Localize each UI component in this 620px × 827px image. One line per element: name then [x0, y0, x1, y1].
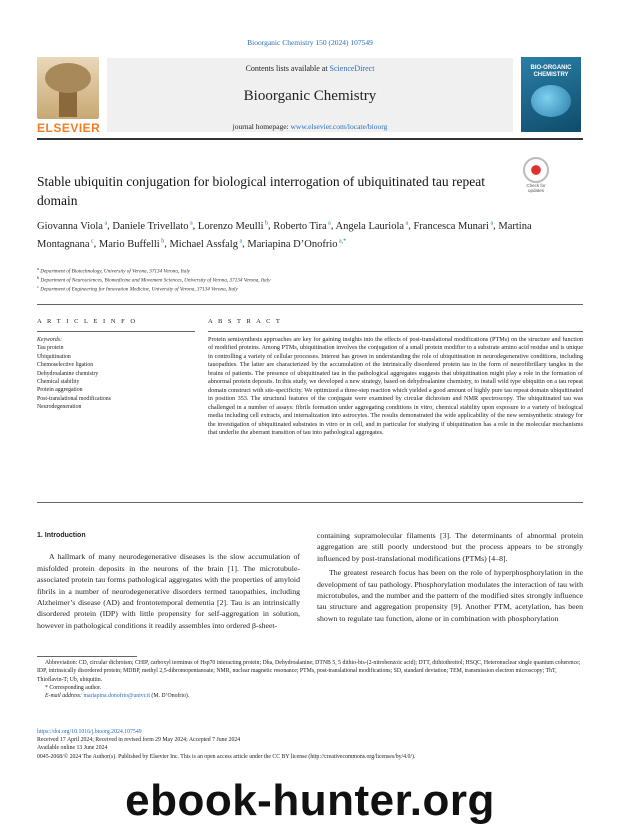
abstract-end-rule: [37, 502, 583, 503]
available-online: Available online 13 June 2024: [37, 745, 108, 752]
author-affiliation-mark: a: [188, 220, 193, 226]
author-name[interactable]: Angela Lauriola $^a$: [335, 220, 409, 232]
body-left-column: [37, 530, 300, 631]
body-right-column: [317, 530, 583, 624]
author-affiliation-mark: c: [89, 238, 94, 244]
homepage-link[interactable]: www.elsevier.com/locate/bioorg: [290, 122, 388, 131]
journal-name: Bioorganic Chemistry: [243, 88, 377, 104]
author-name[interactable]: Martina Montagnana $^c$: [37, 220, 532, 250]
author-name[interactable]: Roberto Tira $^a$: [273, 220, 331, 232]
keyword-item: Tau protein: [37, 345, 64, 352]
check-updates-label: Check for updates: [526, 183, 546, 193]
author-name[interactable]: Giovanna Viola $^a$: [37, 220, 108, 232]
author-name[interactable]: Daniele Trivellato $^a$: [112, 220, 193, 232]
keywords-label: Keywords:: [37, 337, 62, 343]
author-affiliation-mark: a: [404, 220, 409, 226]
cover-art: [531, 85, 571, 117]
author-name[interactable]: Mario Buffelli $^b$: [98, 238, 165, 250]
keyword-item: Protein aggregation: [37, 387, 83, 394]
contents-line: [107, 64, 513, 73]
received-dates: Received 17 April 2024; Received in revised form 29 May 2024; Accepted 7 June 2024: [37, 737, 241, 744]
check-for-updates-badge[interactable]: [521, 157, 551, 193]
footnote-rule: [37, 656, 137, 657]
elsevier-logo: [37, 57, 99, 133]
article-info-heading: A R T I C L E I N F O: [37, 318, 138, 325]
corresponding-note: * Corresponding author.: [45, 684, 102, 691]
article-title: Stable ubiquitin conjugation for biological interrogation of ubiquitinated tau repeat domain: [37, 174, 486, 208]
author-affiliation-mark: a,*: [337, 238, 347, 244]
email-note: E-mail address: mariapina.donofrio@univr.it (M. D’Onofrio).: [45, 693, 190, 700]
author-affiliation-mark: a: [326, 220, 331, 226]
cover-title: BIO-ORGANIC CHEMISTRY: [530, 65, 572, 79]
article-meta-footer: [37, 728, 583, 761]
homepage-line: [107, 122, 513, 131]
author-name[interactable]: Francesca Munari $^a$: [413, 220, 494, 232]
doi-link[interactable]: https://doi.org/10.1016/j.bioorg.2024.107549: [37, 729, 142, 735]
section-rule: [37, 304, 583, 305]
email-link[interactable]: mariapina.donofrio@univr.it: [83, 693, 150, 700]
check-updates-icon: [523, 157, 549, 183]
author-affiliation-mark: a: [102, 220, 108, 226]
author-affiliation-mark: b: [263, 220, 269, 226]
author-list: Giovanna Viola $^a$, Daniele Trivellato $^a$, Lorenzo Meulli $^b$, Roberto Tira $^a$, Angela Lauriola $^a$, Francesca Munari $^a$, Martina Montagnana $^c$, Mario Buffelli $^b$, Michael Assfalg $^a$, Mariapina D’Onofrio $^{a,*}$: [37, 220, 532, 250]
journal-reference[interactable]: Bioorganic Chemistry 150 (2024) 107549: [247, 38, 373, 47]
paragraph: A hallmark of many neurodegenerative diseases is the slow accumulation of misfolded protein deposits in the neurons of the brain [1]. The microtubule-associated protein tau forms pathological aggregates with the properties of amyloid fibrils in a number of neurodegenerative disorders termed tauopathies, including Alzheimer’s disease (AD) and frontotemporal dementia [2]. Tau is an intrinsically disordered protein (IDP) with little propensity for self-aggregation in solution, however in pathological conditions it readily assembles into ordered β-sheet-: [37, 552, 300, 630]
paragraph: containing supramolecular filaments [3]. The determinants of abnormal protein aggregation are still poorly understood but the process appears to be strongly influenced by post-translational modifications (PTMs) [4–8].: [317, 531, 583, 563]
header-rule: [37, 138, 583, 140]
abstract-heading: A B S T R A C T: [208, 318, 282, 325]
keyword-item: Ubiquitination: [37, 353, 71, 360]
section-title: 1. Introduction: [37, 532, 86, 539]
author-affiliation-mark: a: [237, 238, 243, 244]
sciencedirect-link[interactable]: ScienceDirect: [329, 64, 375, 73]
elsevier-tree-icon: [37, 57, 99, 119]
homepage-prefix: journal homepage:: [232, 122, 291, 131]
author-name[interactable]: Lorenzo Meulli $^b$: [197, 220, 269, 232]
affiliation-b: $^b$ Department of Neurosciences, Biomedicine and Movement Sciences, University of Verona, 37134 Verona, Italy: [37, 275, 271, 284]
keyword-item: Chemoselective ligation: [37, 362, 94, 369]
license-text: 0045-2068/© 2024 The Author(s). Published by Elsevier Inc. This is an open access article under the CC BY license (http://creativecommons.org/licenses/by/4.0/).: [37, 753, 416, 760]
affiliation-c: $^c$ Department of Engineering for Innovation Medicine, University of Verona, 37134 Verona, Italy: [37, 284, 238, 293]
journal-cover: [521, 57, 581, 132]
author-affiliation-mark: b: [159, 238, 165, 244]
paragraph: The greatest research focus has been on the role of hyperphosphorylation in the development of tau pathology. Phosphorylation modulates the interaction of tau with microtubules, and the number and the pattern of the modified sites strongly influence tau structure and aggregation propensity [9]. Another PTM, acetylation, has been shown to regulate tau function, alone or in combination with phosphorylation: [317, 568, 583, 623]
abstract-rule: [208, 331, 583, 332]
author-name[interactable]: Mariapina D’Onofrio $^{a,*}$: [247, 238, 347, 250]
keyword-item: Neurodegeneration: [37, 404, 82, 411]
keyword-item: Chemical stability: [37, 379, 80, 386]
watermark: ebook-hunter.org: [125, 776, 495, 825]
keyword-item: Dehydroalanine chemistry: [37, 370, 99, 377]
keyword-item: Post-translational modifications: [37, 395, 111, 402]
keywords-block: [37, 336, 195, 412]
abstract-text: Protein semisynthesis approaches are key for gaining insights into the effects of post-translational modifications (PTMs) on the structure and function of modified proteins. Among PTMs, ubiquitination involves the conjugation of a small protein modifier to a substrate amino acid residue and is unique in controlling a variety of cellular processes. Interest has grown in understanding the role of ubiquitination in neurodegenerative conditions, including tauopathies. The latter are characterized by the accumulation of the intrinsically disordered protein tau in the form of neurofibrillary tangles in the brains of patients. The presence of ubiquitinated tau in the pathological aggregates suggests that ubiquitination might play a role in the formation of abnormal protein deposits. In this study, we developed a new strategy, based on dehydroalanine chemistry, to install wild type ubiquitin on a tau repeat domain construct with site-specificity. We optimized a three-step reaction which yielded a good amount of highly pure tau repeat domain ubiquitinated in position 353. The structural features of the conjugate were examined by circular dichroism and NMR spectroscopy. The ubiquitinated tau was challenged in a number of assays: fibrils formation under aggregating conditions in vitro, chemical stability upon exposure to a variety of biological media including cell extracts, and internalization into astrocytes. The results demonstrated the wide applicability of the new semisynthetic strategy for the investigation of ubiquitinated substrates in vitro or in cell, and in particular for studying if ubiquitination has a role in the molecular mechanisms that underlie the aberrant transition of tau into pathological aggregates.: [208, 336, 583, 436]
author-affiliation-mark: a: [488, 220, 494, 226]
author-name[interactable]: Michael Assfalg $^a$: [169, 238, 243, 250]
article-info-rule: [37, 331, 195, 332]
footnotes: [37, 659, 583, 700]
abbreviations-note: Abbreviation: CD, circular dichroism; CHIP, carboxyl terminus of Hsp70 interacting protein; Dha, Dehydroalanine; DTNB 5, 5 dithio-bis-(2-nitrobenzoic acid); DTT, dithiothreitol; HSQC, Heteronuclear single quantum coherence; IDP, intrinsically disordered protein; MDBP, methyl 2,5-dibromopentanoate; NMR, nuclear magnetic resonance; PTMs, post-translational modifications; SD, standard deviation; TEM, transmission electron microscopy; ThT, Thioflavin-T; Ub, ubiquitin.: [37, 660, 581, 683]
publisher-logo-text: ELSEVIER: [37, 121, 101, 135]
affiliation-a: $^a$ Department of Biotechnology, University of Verona, 37134 Verona, Italy: [37, 266, 191, 275]
contents-prefix: Contents lists available at: [245, 64, 330, 73]
